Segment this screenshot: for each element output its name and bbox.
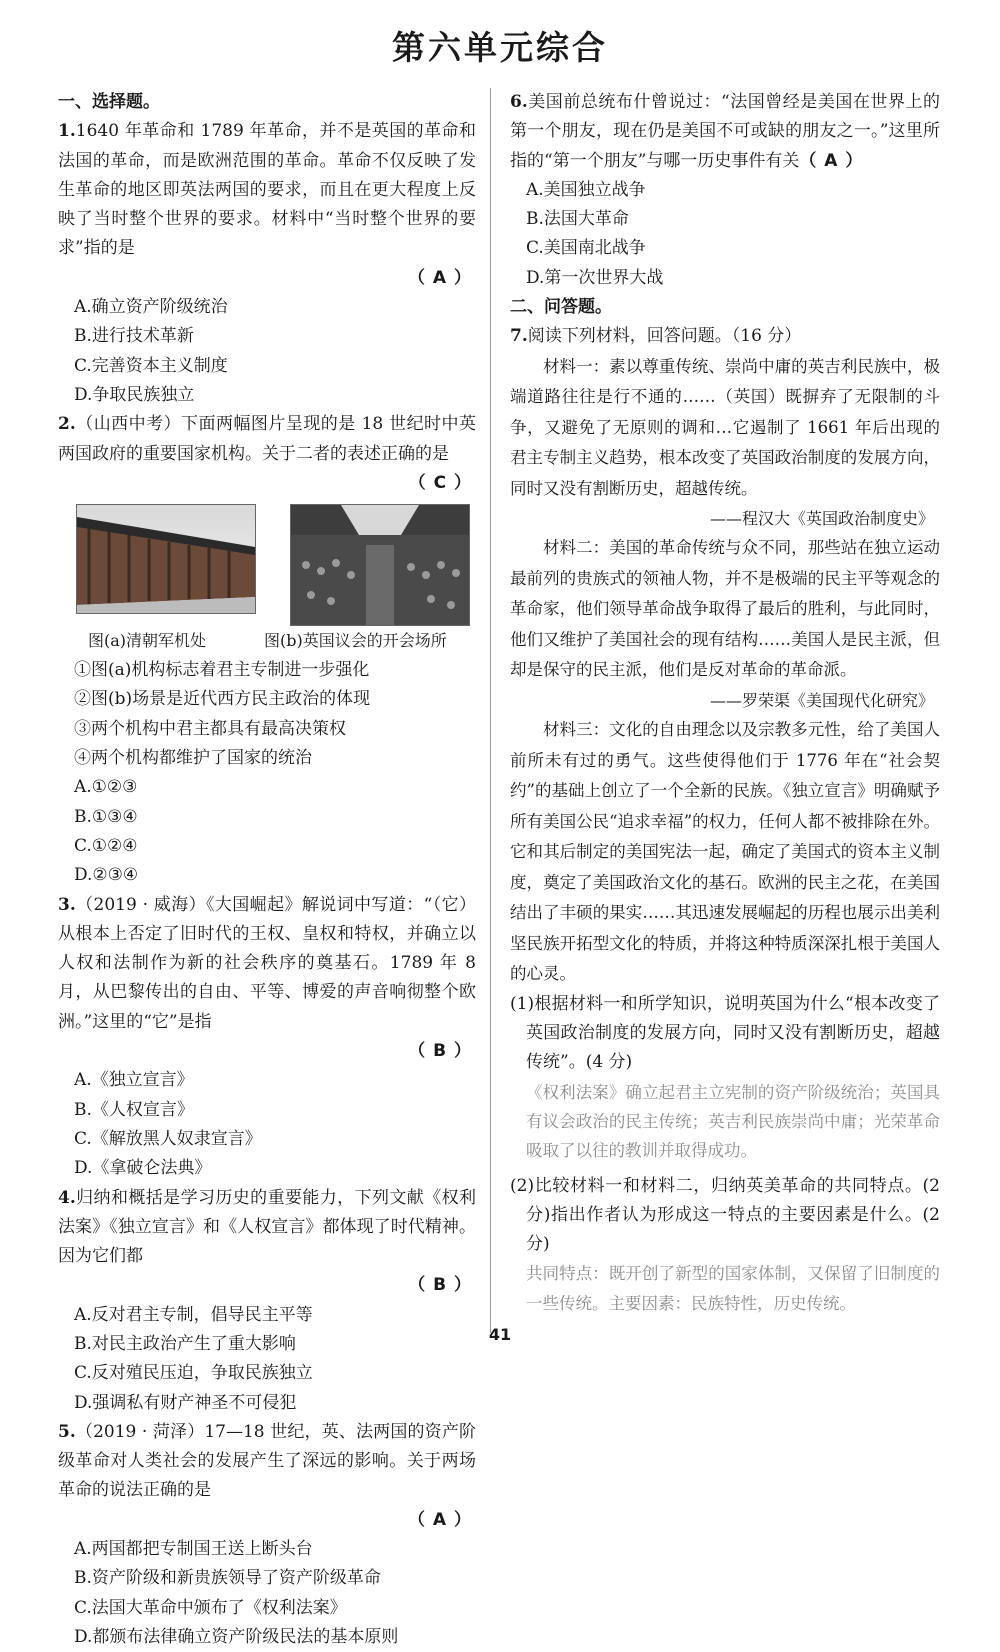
- option: B.资产阶级和新贵族领导了资产阶级革命: [74, 1568, 381, 1589]
- sub-question-2: (2)比较材料一和材料二，归纳英美革命的共同特点。(2 分)指出作者认为形成这一特点的主要因素是什么。(2 分): [510, 1175, 940, 1255]
- question-number: 6.: [510, 92, 528, 112]
- option: D.第一次世界大战: [526, 267, 664, 288]
- answer-bracket: [58, 264, 476, 293]
- section-heading-choice: 一、选择题。: [58, 92, 160, 112]
- question-4: [58, 1184, 476, 1418]
- photo-grand-council: [76, 504, 256, 614]
- option: A.确立资产阶级统治: [74, 297, 228, 318]
- section-heading-qa: 二、问答题。: [510, 297, 612, 318]
- question-7: [510, 322, 940, 1318]
- question-number: 3.: [58, 894, 76, 915]
- answer-bracket: [58, 1037, 476, 1066]
- answer: （ B ）: [408, 1041, 472, 1062]
- question-stem: （山西中考）下面两幅图片呈现的是 18 世纪时中英两国政府的重要国家机构。关于二者的表述正确的是: [58, 414, 476, 464]
- photo-pair: [58, 504, 476, 654]
- photo-parliament: [290, 504, 470, 626]
- answer-2: 共同特点：既开创了新型的国家体制，又保留了旧制度的一些传统。主要因素：民族特性，历史传统。: [526, 1264, 940, 1313]
- option: C.完善资本主义制度: [74, 355, 228, 376]
- question-stem: （2019 · 威海）《大国崛起》解说词中写道：“（它）从根本上否定了旧时代的王权、皇权和特权，并确立以人权和法制作为新的社会秩序的奠基石。1789 年 8 月，从巴黎传出的自由、平等、博爱的声音响彻整个欧洲。”这里的“它”是指: [58, 894, 476, 1032]
- page-number: 41: [488, 1325, 512, 1344]
- answer: （ B ）: [408, 1275, 472, 1296]
- statement: ②图(b)场景是近代西方民主政治的体现: [74, 689, 371, 710]
- statement: ④两个机构都维护了国家的统治: [74, 748, 312, 769]
- option: B.进行技术革新: [74, 326, 194, 347]
- question-5: [58, 1418, 476, 1652]
- option: D.强调私有财产神圣不可侵犯: [74, 1392, 297, 1413]
- material-3: 材料三：文化的自由理念以及宗教多元性，给了美国人前所未有过的勇气。这些使得他们于 1776 年在“社会契约”的基础上创立了一个全新的民族。《独立宣言》明确赋予所有美国公民“追求幸福”的权力，任何人都不被排除在外。它和其后制定的美国宪法一起，确定了美国式的资本主义制度，奠定了美国政治文化的基石。欧洲的民主之花，在美国结出了丰硕的果实……其迅速发展崛起的历程也展示出美利坚民族开拓型文化的特质，并将这种特质深深扎根于美国人的心灵。: [510, 720, 940, 984]
- option: C.《解放黑人奴隶宣言》: [74, 1128, 262, 1149]
- options: [58, 773, 476, 890]
- material-1: 材料一：素以尊重传统、崇尚中庸的英吉利民族中，极端道路往往是行不通的……（英国）既摒弃了无限制的斗争，又避免了无原则的调和…它遏制了 1661 年后出现的君主专制主义趋势，根本改变了英国政治制度的发展方向，同时又没有割断历史，超越传统。: [510, 356, 940, 498]
- options: [58, 1066, 476, 1183]
- question-number: 2.: [58, 414, 76, 435]
- option: D.《拿破仑法典》: [74, 1158, 212, 1179]
- material-2: 材料二：美国的革命传统与众不同，那些站在独立运动最前列的贵族式的领袖人物，并不是极端的民主平等观念的革命家，他们领导革命战争取得了最后的胜利，与此同时，他们又维护了美国社会的现有结构……美国人是民主派，但却是保守的民主派，他们是反对革命的革命派。: [510, 538, 940, 680]
- answer: （ A ）: [408, 267, 472, 288]
- answer: （ A ）: [799, 150, 864, 171]
- option: A.美国独立战争: [526, 179, 646, 200]
- answer: （ C ）: [408, 472, 472, 493]
- option: C.①②④: [74, 835, 138, 856]
- answer-1: 《权利法案》确立起君主立宪制的资产阶级统治；英国具有议会政治的民主传统；英吉利民族崇尚中庸；光荣革命吸取了以往的教训并取得成功。: [526, 1082, 940, 1161]
- question-6: [510, 88, 940, 293]
- option: B.法国大革命: [526, 209, 629, 230]
- sub-question-1: (1)根据材料一和所学知识，说明英国为什么“根本改变了英国政治制度的发展方向，同时又没有割断历史，超越传统”。(4 分): [510, 993, 940, 1073]
- options: [510, 176, 940, 293]
- question-number: 4.: [58, 1187, 76, 1208]
- question-number: 7.: [510, 326, 528, 347]
- question-1: [58, 117, 476, 410]
- option: D.争取民族独立: [74, 384, 195, 405]
- option: A.反对君主专制，倡导民主平等: [74, 1304, 313, 1325]
- option: B.《人权宣言》: [74, 1099, 194, 1120]
- option: A.《独立宣言》: [74, 1070, 194, 1091]
- question-stem: 1640 年革命和 1789 年革命，并不是英国的革命和法国的革命，而是欧洲范围的革命。革命不仅反映了发生革命的地区即英法两国的要求，而且在更大程度上反映了当时整个世界的要求。材料中“当时整个世界的要求”指的是: [58, 121, 476, 259]
- question-3: [58, 891, 476, 1184]
- statement: ③两个机构中君主都具有最高决策权: [74, 718, 346, 739]
- option: D.②③④: [74, 865, 139, 886]
- option: B.①③④: [74, 806, 138, 827]
- question-stem: 阅读下列材料，回答问题。（16 分）: [527, 326, 802, 347]
- option: D.都颁布法律确立资产阶级民法的基本原则: [74, 1626, 399, 1647]
- answer-bracket: [58, 1271, 476, 1300]
- question-stem: 归纳和概括是学习历史的重要能力，下列文献《权利法案》《独立宣言》和《人权宣言》都体现了时代精神。因为它们都: [58, 1187, 476, 1267]
- option: A.①②③: [74, 777, 138, 798]
- answer-bracket: [58, 469, 476, 498]
- material-2-source: ——罗荣渠《美国现代化研究》: [709, 690, 934, 710]
- option: A.两国都把专制国王送上断头台: [74, 1539, 313, 1560]
- answer: （ A ）: [408, 1509, 472, 1530]
- material-1-source: ——程汉大《英国政治制度史》: [709, 509, 934, 529]
- left-column: [58, 88, 476, 1652]
- column-divider: [490, 88, 491, 1333]
- page-title: 第六单元综合: [392, 28, 608, 67]
- right-column: [510, 88, 940, 1318]
- option: C.法国大革命中颁布了《权利法案》: [74, 1597, 347, 1618]
- options: [58, 293, 476, 410]
- caption-a: 图(a)清朝军机处: [88, 631, 207, 651]
- question-number: 1.: [58, 121, 76, 142]
- caption-b: 图(b)英国议会的开会场所: [264, 631, 447, 651]
- question-2: [58, 410, 476, 890]
- answer-bracket: [58, 1506, 476, 1535]
- statement: ①图(a)机构标志着君主专制进一步强化: [74, 660, 370, 681]
- option: B.对民主政治产生了重大影响: [74, 1333, 296, 1354]
- question-stem: （2019 · 菏泽）17—18 世纪，英、法两国的资产阶级革命对人类社会的发展产生了深远的影响。关于两场革命的说法正确的是: [58, 1421, 476, 1501]
- option: C.反对殖民压迫，争取民族独立: [74, 1363, 313, 1384]
- question-number: 5.: [58, 1421, 76, 1442]
- question-stem: 美国前总统布什曾说过：“法国曾经是美国在世界上的第一个朋友，现在仍是美国不可或缺的朋友之一。”这里所指的“第一个朋友”与哪一历史事件有关: [510, 92, 940, 171]
- option: C.美国南北战争: [526, 238, 646, 259]
